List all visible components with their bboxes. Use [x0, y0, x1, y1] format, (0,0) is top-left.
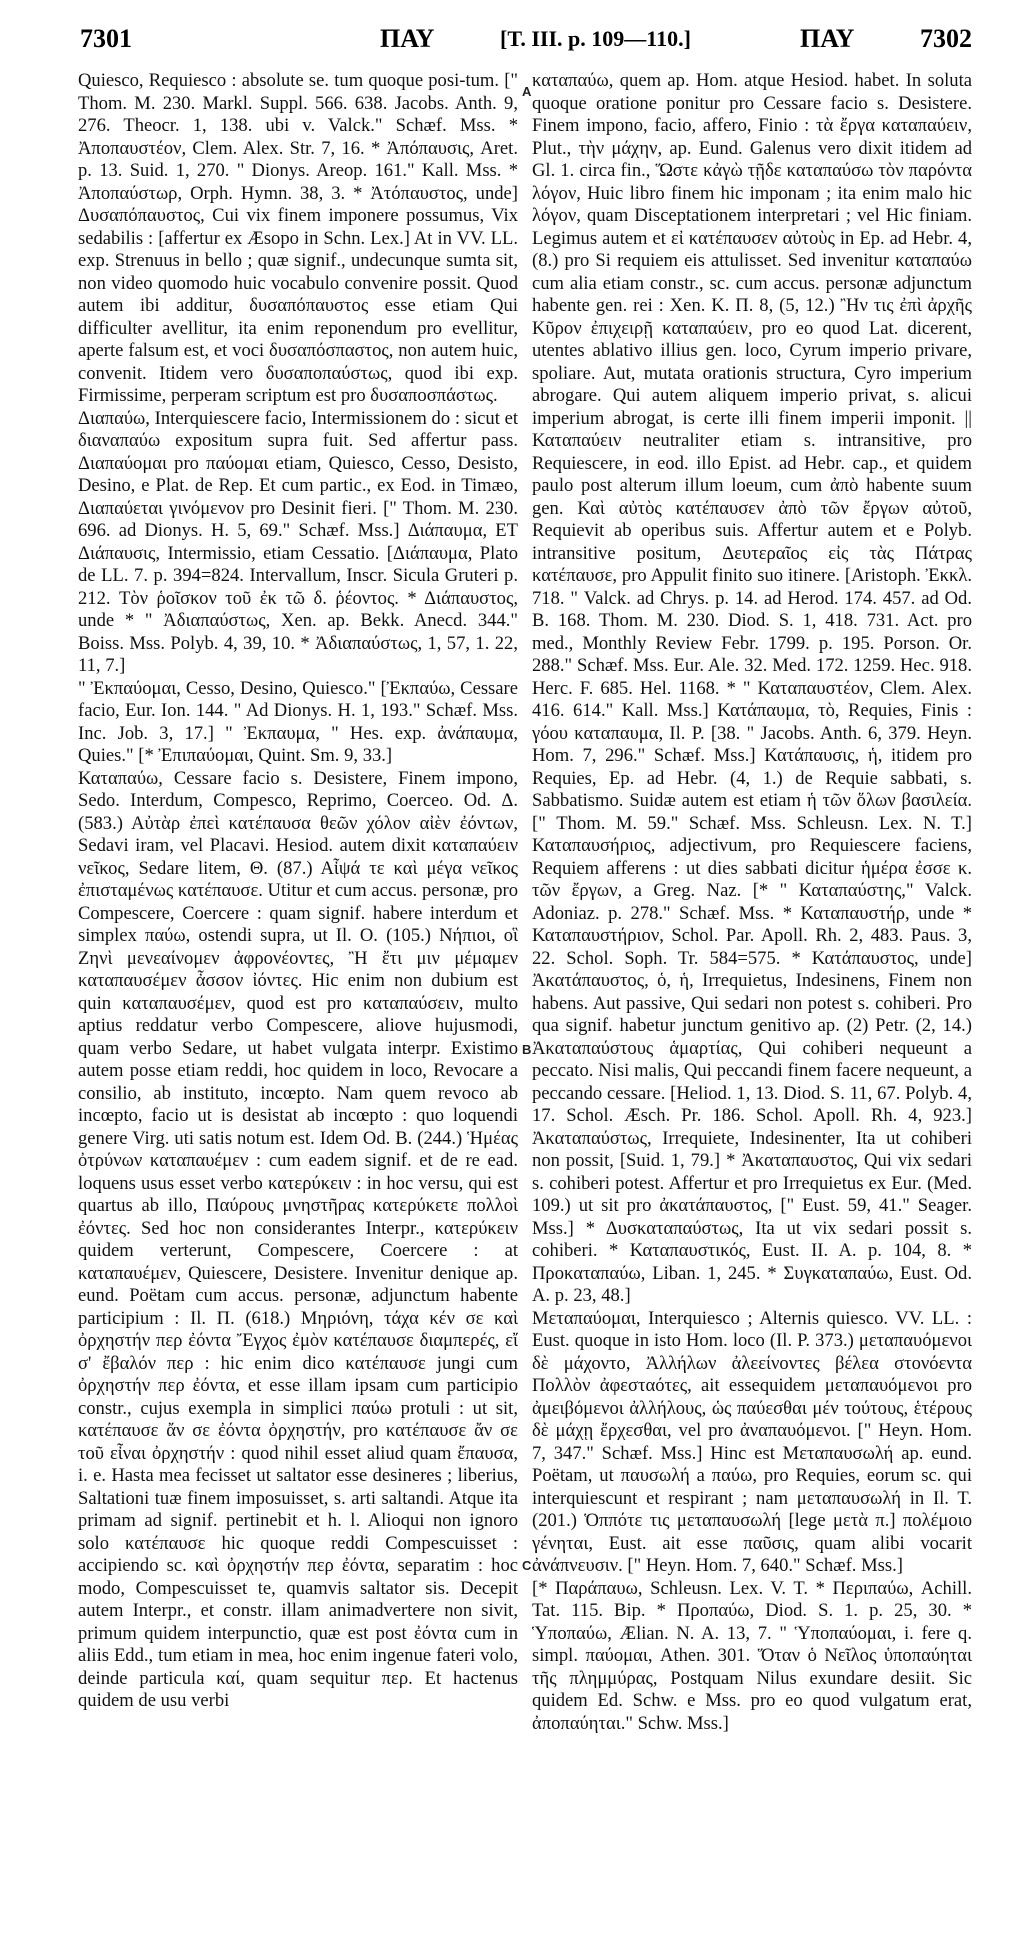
section-marker-b: B	[522, 1042, 532, 1057]
running-head-left: ΠΑΥ	[380, 24, 435, 53]
entry-paragraph: Μεταπαύομαι, Interquiesco ; Alternis quiesco. VV. LL. : Eust. quoque in isto Hom. loco (Il. P. 373.) μεταπαυόμενοι δὲ μάχοντο, Ἀλλήλων ἀλεείνοντες βέλεα στονόεντα Πολλὸν ἀφεσταότες, ait essequidem μεταπαυόμενοι pro ἀμειβόμενοι ἀλλήλους, ὡς παύεσθαι μέν τούτους, ἑτέρους δὲ μάχῃ ἔρχεσθαι, vel pro ἀναπαυόμενοι. [" Heyn. Hom. 7, 347." Schæf. Mss.] Hinc est Μεταπαυσωλή ap. eund. Poëtam, ut παυσωλή a παύω, pro Requies, eorum sc. qui interquiescunt et respirant ; nam μεταπαυσωλή in Il. T. (201.) Ὁππότε τις μεταπαυσωλή [lege μετὰ π.] πολέμοιο γένηται, Eust. ait esse παῦσις, quam alibi vocarit ἀνάπνευσιν. [" Heyn. Hom. 7, 640." Schæf. Mss.]	[532, 1307, 972, 1576]
entry-paragraph: [* Παράπαυω, Schleusn. Lex. V. T. * Περιπαύω, Achill. Tat. 115. Bip. * Προπαύω, Diod. S. 1. p. 25, 30. * Ὑποπαύω, Ælian. N. A. 13, 7. " Ὑποπαύομαι, i. fere q. simpl. παύομαι, Athen. 301. Ὅταν ὁ Νεῖλος ὑποπαύηται τῆς πλημμύρας, Postquam Nilus exundare desiit. Sic quidem Ed. Schw. e Mss. pro eo quod vulgatum erat, ἀποπαύηται." Schw. Mss.]	[532, 1577, 972, 1734]
section-marker-a: A	[522, 84, 532, 99]
volume-reference: [T. III. p. 109—110.]	[500, 26, 691, 51]
page-number-left: 7301	[80, 24, 132, 53]
left-column	[78, 70, 518, 1920]
entry-paragraph: Διαπαύω, Interquiescere facio, Intermissionem do : sicut et διαναπαύω expositum supra fuit. Sed affertur pass. Διαπαύομαι pro παύομαι etiam, Quiesco, Cesso, Desisto, Desino, e Plat. de Rep. Et cum partic., ex Eod. in Timæo, Διαπαύεται γινόμενον pro Desinit fieri. [" Thom. M. 230. 696. ad Dionys. H. 5, 69." Schæf. Mss.] Διάπαυμα, ET Διάπαυσις, Intermissio, etiam Cessatio. [Διάπαυμα, Plato de LL. 7. p. 394=824. Intervallum, Inscr. Sicula Gruteri p. 212. Τὸν ῥοῖσκον τοῦ ἐκ τῶ δ. ῥέοντος. * Διάπαυστος, unde * " Ἀδιαπαύστως, Xen. ap. Bekk. Anecd. 344." Boiss. Mss. Polyb. 4, 39, 10. * Ἀδιαπαύστως, 1, 57, 1. 22, 11, 7.]	[78, 407, 518, 676]
entry-paragraph: Quiesco, Requiesco : absolute se. tum quoque posi-tum. [" Thom. M. 230. Markl. Suppl. 566. 638. Jacobs. Anth. 9, 276. Theocr. 1, 138. ubi v. Valck." Schæf. Mss. * Ἀποπαυστέον, Clem. Alex. Str. 7, 16. * Ἀπόπαυσις, Aret. p. 13. Suid. 1, 270. " Dionys. Areop. 161." Kall. Mss. * Ἀποπαύστωρ, Orph. Hymn. 38, 3. * Ἀτόπαυστος, unde] Δυσαπόπαυστος, Cui vix finem imponere possumus, Vix sedabilis : [affertur ex Æsopo in Schn. Lex.] At in VV. LL. exp. Strenuus in bello ; quæ signif., undecunque sumta sit, non video quomodo huic vocabulo convenire possit. Quod autem ibi additur, δυσαπόπαυστος esse etiam Qui difficulter avellitur, ita enim reponendum pro evellitur, aperte falsum est, et voci δυσαπόσπαστος, non autem huic, convenit. Itidem vero δυσαποπαύστως, quod ibi exp. Firmissime, perperam scriptum est pro δυσαποσπάστως.	[78, 70, 518, 406]
page-header	[0, 18, 1024, 58]
right-column	[532, 70, 972, 1920]
section-marker-c: C	[522, 1558, 532, 1573]
entry-paragraph: Καταπαύω, Cessare facio s. Desistere, Finem impono, Sedo. Interdum, Compesco, Reprimo, Coerceo. Od. Δ. (583.) Αὐτὰρ ἐπεὶ κατέπαυσα θεῶν χόλον αἰὲν ἐόντων, Sedavi iram, vel Placavi. Hesiod. autem dixit καταπαύειν νεῖκος, Sedare litem, Θ. (87.) Αἶψά τε καὶ μέγα νεῖκος ἐπισταμένως κατέπαυσε. Utitur et cum accus. personæ, pro Compescere, Coercere : quam signif. habere interdum et simplex παύω, ostendi supra, ut Il. O. (105.) Νήπιοι, οἳ Ζηνὶ μενεαίνομεν ἀφρονέοντες, Ἢ ἔτι μιν μέμαμεν καταπαυσέμεν ἆσσον ἰόντες. Hic enim non dubium est quin καταπαυσέμεν, quod est pro καταπαύσειν, multo aptius reddatur verbo Compescere, aliove hujusmodi, quam verbo Sedare, ut habet vulgata interpr. Existimo autem posse etiam reddi, hoc quidem in loco, Revocare a consilio, ab instituto, incœpto. Nam quem revoco ab incœpto, facio ut is desistat ab incœpto : quo loquendi genere Virg. uti satis notum est. Idem Od. B. (244.) Ἡμέας ὀτρύνων καταπαυέμεν : cum eadem signif. et de re ead. loquens usus esset verbo κατερύκειν : in hoc versu, qui est quartus ab illo, Παύρους μνηστῆρας κατερύκετε πολλοὶ ἐόντες. Sed hoc non considerantes Interpr., κατερύκειν quidem verterunt, Compescere, Coercere : at καταπαυέμεν, Quiescere, Desistere. Invenitur denique ap. eund. Poëtam cum accus. personæ, adjunctum habente participium : Il. Π. (618.) Μηριόνη, τάχα κέν σε καὶ ὀρχηστήν περ ἐόντα Ἔγχος ἐμὸν κατέπαυσε διαμπερές, εἴ σ' ἔβαλόν περ : hic enim dico κατέπαυσε jungi cum ὀρχηστήν περ ἐόντα, et esse illam ipsam cum participio constr., cujus exempla in simplici παύω protuli : ut sit, κατέπαυσε ἄν σε ἐόντα ὀρχηστήν, pro κατέπαυσε ἄν σε τοῦ εἶναι ὀρχηστήν : quod nihil esset aliud quam ἔπαυσα, i. e. Hasta mea fecisset ut saltator esse desineres ; liberius, Saltationi tuæ finem imposuisset, s. arti saltandi. Atque ita primam ad signif. pertinebit et h. l. Alioqui non ignoro solo κατέπαυσε hic quoque reddi Compescuisset : accipiendo sc. καὶ ὀρχηστήν περ ἐόντα, separatim : hoc modo, Compescuisset te, quamvis saltator sis. Decepit autem Interpr., et constr. illam animadvertere non sivit, primum quidem interpunctio, quæ est post ἐόντα cum in aliis Edd., tum etiam in mea, hoc enim ingenue fateri volo, deinde particula καί, quam sequitur περ. Et hactenus quidem de usu verbi	[78, 767, 518, 1711]
page-number-right: 7302	[920, 24, 972, 53]
running-head-right: ΠΑΥ	[800, 24, 855, 53]
entry-paragraph: καταπαύω, quem ap. Hom. atque Hesiod. habet. In soluta quoque oratione ponitur pro Cessare facio s. Desistere. Finem impono, facio, affero, Finio : τὰ ἔργα καταπαύειν, Plut., τὴν μάχην, ap. Eund. Galenus vero dixit itidem ad Gl. 1. circa fin., Ὥστε κἀγὼ τῇδε καταπαύσω τὸν παρόντα λόγον, Huic libro finem hic imponam ; ita enim malo hic λόγον, quam Disceptationem interpretari ; vel Hic finiam. Legimus autem et εἰ κατέπαυσεν αὐτοὺς in Ep. ad Hebr. 4, (8.) pro Si requiem eis attulisset. Sed invenitur καταπαύω cum alia etiam constr., sc. cum accus. personæ adjunctum habente gen. rei : Xen. K. Π. 8, (5, 12.) Ἢν τις ἐπὶ ἀρχῆς Κῦρον ἐπιχειρῇ καταπαύειν, pro eo quod Lat. dicerent, utentes ablativo illius gen. loco, Cyrum imperio privare, spoliare. Aut, mutata orationis structura, Cyro imperium abrogare. Qui autem aliquem imperio privat, s. alicui imperium abrogat, is certe illi finem imperii imponit. || Καταπαύειν neutraliter etiam s. intransitive, pro Requiescere, in eod. illo Epist. ad Hebr. cap., et quidem paulo post alterum illum loeum, cum ἀπὸ habente suum gen. Καὶ αὐτὸς κατέπαυσεν ἀπὸ τῶν ἔργων αὐτοῦ, Requievit ab operibus suis. Affertur autem et e Polyb. intransitive positum, Δευτεραῖος εἰς τὰς Πάτρας κατέπαυσε, pro Appulit finito suo itinere. [Aristoph. Ἐκκλ. 718. " Valck. ad Chrys. p. 14. ad Herod. 174. 457. ad Od. B. 168. Thom. M. 230. Diod. S. 1, 418. 731. Act. pro med., Monthly Review Febr. 1799. p. 195. Porson. Or. 288." Schæf. Mss. Eur. Ale. 32. Med. 172. 1259. Hec. 918. Herc. F. 685. Hel. 1168. * " Καταπαυστέον, Clem. Alex. 416. 614." Kall. Mss.] Κατάπαυμα, τὸ, Requies, Finis : γόου καταπαυμα, Il. P. [38. " Jacobs. Anth. 6, 379. Heyn. Hom. 7, 296." Schæf. Mss.] Κατάπαυσις, ἡ, itidem pro Requies, Ep. ad Hebr. (4, 1.) de Requie sabbati, s. Sabbatismo. Suidæ autem est etiam ἡ τῶν ὅλων βασιλεία. [" Thom. M. 59." Schæf. Mss. Schleusn. Lex. N. T.] Καταπαυσήριος, adjectivum, pro Requiescere faciens, Requiem afferens : ut dies sabbati dicitur ἡμέρα ἐσσε κ. τῶν ἔργων, a Greg. Naz. [* " Καταπαύστης," Valck. Adoniaz. p. 278." Schæf. Mss. * Καταπαυστήρ, unde * Καταπαυστήριον, Schol. Par. Apoll. Rh. 2, 483. Paus. 3, 22. Schol. Soph. Tr. 584=575. * Κατάπαυστος, unde] Ἀκατάπαυστος, ὁ, ἡ, Irrequietus, Indesinens, Finem non habens. Aut passive, Qui sedari non potest s. cohiberi. Pro qua signif. habetur junctum genitivo ap. (2) Petr. (2, 14.) Ἀκαταπαύστους ἁμαρτίας, Qui cohiberi nequeunt a peccato. Nisi malis, Qui peccandi finem facere nequeunt, a peccando cessare. [Heliod. 1, 13. Diod. S. 11, 67. Polyb. 4, 17. Schol. Æsch. Pr. 186. Schol. Apoll. Rh. 4, 923.] Ἀκαταπαύστως, Irrequiete, Indesinenter, Ita ut cohiberi non possit, [Suid. 1, 79.] * Ἀκαταπαυστος, Qui vix sedari s. cohiberi potest. Affertur et pro Irrequietus ex Eur. (Med. 109.) ut sit pro ἀκατάπαυστος, [" Eust. 59, 41." Seager. Mss.] * Δυσκαταπαύστως, Ita ut vix sedari possit s. cohiberi. * Καταπαυστικός, Eust. II. A. p. 104, 8. * Προκαταπαύω, Liban. 1, 245. * Συγκαταπαύω, Eust. Od. A. p. 23, 48.]	[532, 70, 972, 1306]
entry-paragraph: " Ἐκπαύομαι, Cesso, Desino, Quiesco." [Ἐκπαύω, Cessare facio, Eur. Ion. 144. " Ad Dionys. H. 1, 193." Schæf. Mss. Inc. Job. 3, 17.] " Ἐκπαυμα, " Hes. exp. ἀνάπαυμα, Quies." [* Ἐπιπαύομαι, Quint. Sm. 9, 33.]	[78, 677, 518, 766]
